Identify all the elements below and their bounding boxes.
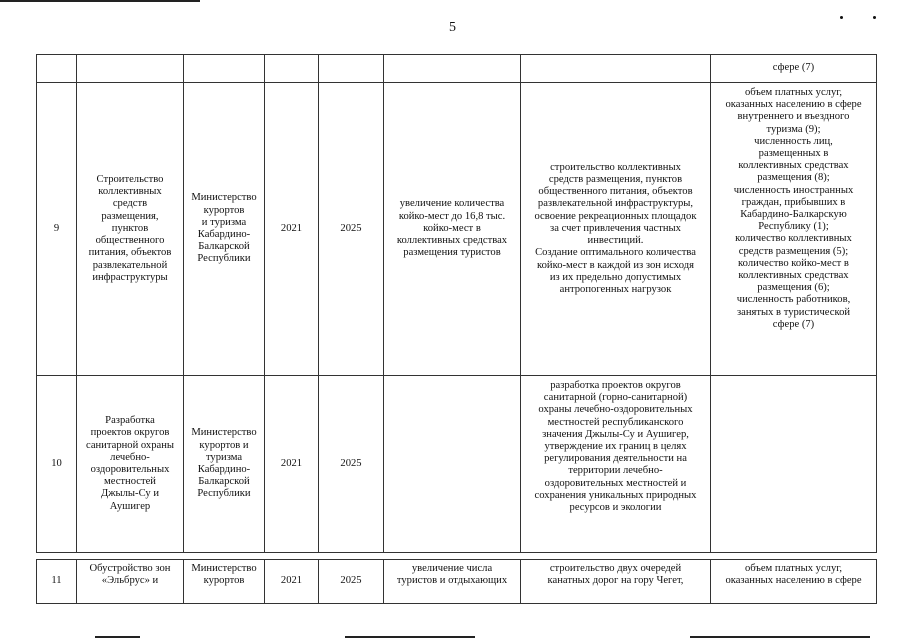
cell-expected-result: увеличение числа туристов и отдыхающих — [384, 560, 521, 604]
cell-end-year: 2025 — [319, 83, 384, 376]
cell-measure: Обустройство зон «Эльбрус» и — [77, 560, 184, 604]
cell-executor: Министерство курортов и туризма Кабардино- Балкарской Республики — [184, 376, 265, 553]
scan-mark-bottom-right — [690, 636, 870, 638]
cell-content — [521, 55, 711, 83]
spacer-cell — [37, 553, 877, 560]
cell-number: 9 — [37, 83, 77, 376]
cell-indicators: сфере (7) — [711, 55, 877, 83]
cell-expected-result — [384, 55, 521, 83]
measures-table — [36, 54, 877, 604]
cell-measure — [77, 55, 184, 83]
cell-indicators — [711, 376, 877, 553]
table-spacer-row — [37, 553, 877, 560]
scan-dot — [873, 16, 876, 19]
cell-measure: Разработка проектов округов санитарной охраны лечебно- оздоровительных местностей Джылы-Су и Аушигер — [77, 376, 184, 553]
table-row — [37, 560, 877, 604]
cell-measure: Строительство коллективных средств размещения, пунктов общественного питания, объектов развлекательной инфраструктуры — [77, 83, 184, 376]
scan-mark-bottom-center — [345, 636, 475, 638]
page-number: 5 — [449, 20, 456, 35]
cell-start-year — [265, 55, 319, 83]
cell-end-year: 2025 — [319, 376, 384, 553]
cell-indicators: объем платных услуг, оказанных населению в сфере — [711, 560, 877, 604]
cell-number — [37, 55, 77, 83]
cell-executor: Министерство курортов и туризма Кабардино- Балкарской Республики — [184, 83, 265, 376]
cell-executor: Министерство курортов — [184, 560, 265, 604]
cell-start-year: 2021 — [265, 376, 319, 553]
table-row — [37, 55, 877, 83]
scan-mark-top — [0, 0, 200, 2]
cell-content: разработка проектов округов санитарной (горно-санитарной) охраны лечебно-оздоровительных местностей республиканского значения Джылы-Су и Аушигер, утверждение их границ в целях регулирования деятельности на территории лечебно- оздоровительных местностей и сохранения уникальных природных ресурсов и экологии — [521, 376, 711, 553]
scan-dot — [840, 16, 843, 19]
cell-executor — [184, 55, 265, 83]
cell-expected-result — [384, 376, 521, 553]
cell-start-year: 2021 — [265, 83, 319, 376]
table-row — [37, 376, 877, 553]
cell-end-year — [319, 55, 384, 83]
cell-number: 11 — [37, 560, 77, 604]
cell-end-year: 2025 — [319, 560, 384, 604]
table-row — [37, 83, 877, 376]
cell-content: строительство двух очередей канатных дорог на гору Чегет, — [521, 560, 711, 604]
cell-expected-result: увеличение количества койко-мест до 16,8 тыс. койко-мест в коллективных средствах размещения туристов — [384, 83, 521, 376]
cell-number: 10 — [37, 376, 77, 553]
cell-content: строительство коллективных средств размещения, пунктов общественного питания, объектов развлекательной инфраструктуры, освоение рекреационных площадок за счет привлечения частных инвестиций. Создание оптимального количества койко-мест в каждой из зон исходя из их предельно допустимых антропогенных нагрузок — [521, 83, 711, 376]
cell-start-year: 2021 — [265, 560, 319, 604]
scan-mark-bottom-left — [95, 636, 140, 638]
cell-indicators: объем платных услуг, оказанных населению в сфере внутреннего и въездного туризма (9); численность лиц, размещенных в коллективных средствах размещения (8); численность иностранных граждан, прибывших в Кабардино-Балкарскую Республику (1); количество коллективных средств размещения (5); количество койко-мест в коллективных средствах размещения (6); численность работников, занятых в туристической сфере (7) — [711, 83, 877, 376]
